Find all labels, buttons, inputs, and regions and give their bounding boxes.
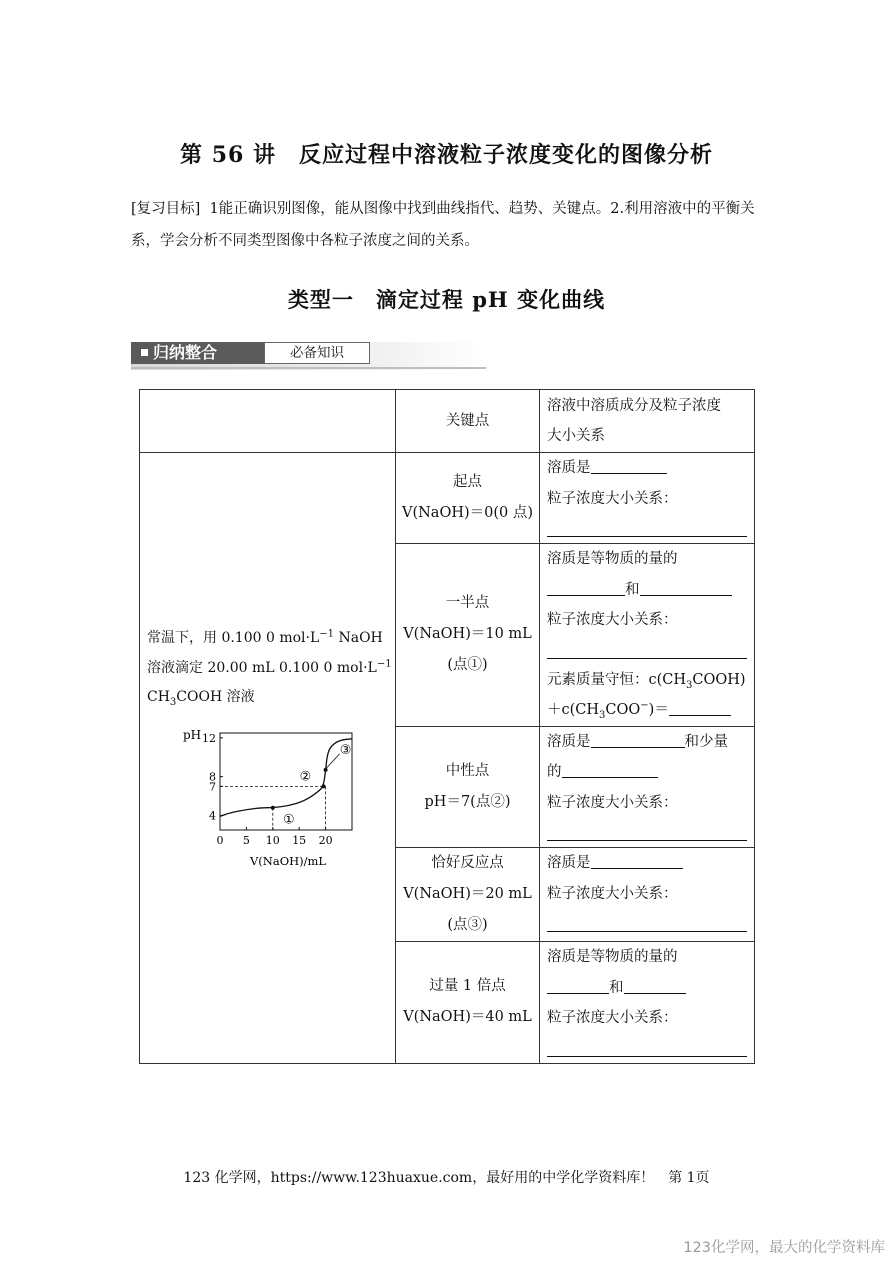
watermark: 123化学网，最大的化学资料库 <box>683 1240 885 1256</box>
page-footer: 123 化学网，https://www.123huaxue.com，最好用的中学化学资料库！ 第 1页 <box>183 1170 710 1186</box>
header-key-point: 关键点 <box>396 390 540 453</box>
fill-blank[interactable] <box>591 850 683 869</box>
condition-cell <box>140 453 396 1064</box>
x-tick-label: 10 <box>265 834 280 847</box>
fill-blank[interactable] <box>591 455 667 474</box>
y-axis-label: pH <box>183 728 202 742</box>
y-tick-label: 12 <box>202 731 216 745</box>
point-label: ① <box>282 812 295 828</box>
fill-blank[interactable] <box>669 697 731 716</box>
fill-blank[interactable] <box>547 577 625 596</box>
x-tick-label: 15 <box>292 834 307 847</box>
y-tick-label: 4 <box>209 809 216 823</box>
answer-start: 溶质是 粒子浓度大小关系： <box>540 453 755 544</box>
fill-blank[interactable] <box>547 1034 747 1057</box>
key-point-double: 过量 1 倍点 V(NaOH)＝40 mL <box>396 942 540 1064</box>
banner-subtab: 必备知识 <box>264 342 370 364</box>
x-tick-label: 20 <box>318 834 333 847</box>
fill-blank[interactable] <box>640 577 732 596</box>
fill-blank[interactable] <box>547 818 747 841</box>
ph-curve <box>220 739 352 817</box>
point-label: ③ <box>339 742 352 758</box>
answer-neutral: 溶质是 和少量 的 粒子浓度大小关系： <box>540 726 755 848</box>
point-leader <box>327 754 340 768</box>
data-point <box>271 806 275 810</box>
key-point-equivalence: 恰好反应点 V(NaOH)＝20 mL (点③) <box>396 848 540 942</box>
banner-tab-label: 归纳整合 <box>153 343 218 362</box>
answer-half: 溶质是等物质的量的 和 粒子浓度大小关系： 元素质量守恒：$c(CH_3COOH)$ $+c(CH_3COO^-)=$ <box>540 544 755 727</box>
square-bullet-icon <box>141 349 148 356</box>
goal-text: 1能正确识别图像，能从图像中找到曲线指代、趋势、关键点。2.利用溶液中的平衡关系，学会分析不同类型图像中各粒子浓度之间的关系。 <box>131 201 755 249</box>
header-empty-cell <box>140 390 396 453</box>
fill-blank[interactable] <box>547 514 747 537</box>
answer-double: 溶质是等物质的量的 和 粒子浓度大小关系： <box>540 942 755 1064</box>
data-point <box>321 784 325 788</box>
fill-blank[interactable] <box>562 759 658 778</box>
x-axis-label: V(NaOH)/mL <box>250 854 327 868</box>
y-tick-label: 7 <box>209 780 216 794</box>
table-header-row <box>140 390 755 453</box>
header-relation: 溶液中溶质成分及粒子浓度 大小关系 <box>540 390 755 453</box>
point-label: ② <box>299 769 312 785</box>
fill-blank[interactable] <box>547 636 747 659</box>
key-points-table <box>139 389 755 1064</box>
titration-condition: 常温下，用 0.100 0 $mol\cdot L^{-1}$ NaOH 溶液滴定 20.00 mL 0.100 0 $mol\cdot L^{-1}$ $CH_3COOH$ 溶液 <box>147 628 392 708</box>
banner-underline <box>131 367 486 369</box>
fill-blank[interactable] <box>547 975 609 994</box>
goal-label: [复习目标] <box>131 201 201 217</box>
section-title: 类型一 滴定过程 pH 变化曲线 <box>287 287 606 312</box>
x-tick-label: 5 <box>242 834 250 847</box>
fill-blank[interactable] <box>624 975 686 994</box>
fill-blank[interactable] <box>591 729 685 748</box>
fill-blank[interactable] <box>547 909 747 932</box>
answer-equivalence: 溶质是 粒子浓度大小关系： <box>540 848 755 942</box>
y-tick-label: 8 <box>209 770 216 784</box>
ph-titration-chart <box>178 725 358 870</box>
page-title: 第 56 讲 反应过程中溶液粒子浓度变化的图像分析 <box>180 142 713 168</box>
table-row <box>140 453 755 544</box>
key-point-neutral: 中性点 pH＝7(点②) <box>396 726 540 848</box>
data-point <box>324 768 328 772</box>
x-tick-label: 0 <box>216 834 224 847</box>
section-banner <box>131 342 486 370</box>
review-goals <box>131 193 771 257</box>
key-point-half: 一半点 V(NaOH)＝10 mL (点①) <box>396 544 540 727</box>
banner-tab <box>131 342 264 364</box>
key-point-start: 起点 V(NaOH)＝0(0 点) <box>396 453 540 544</box>
